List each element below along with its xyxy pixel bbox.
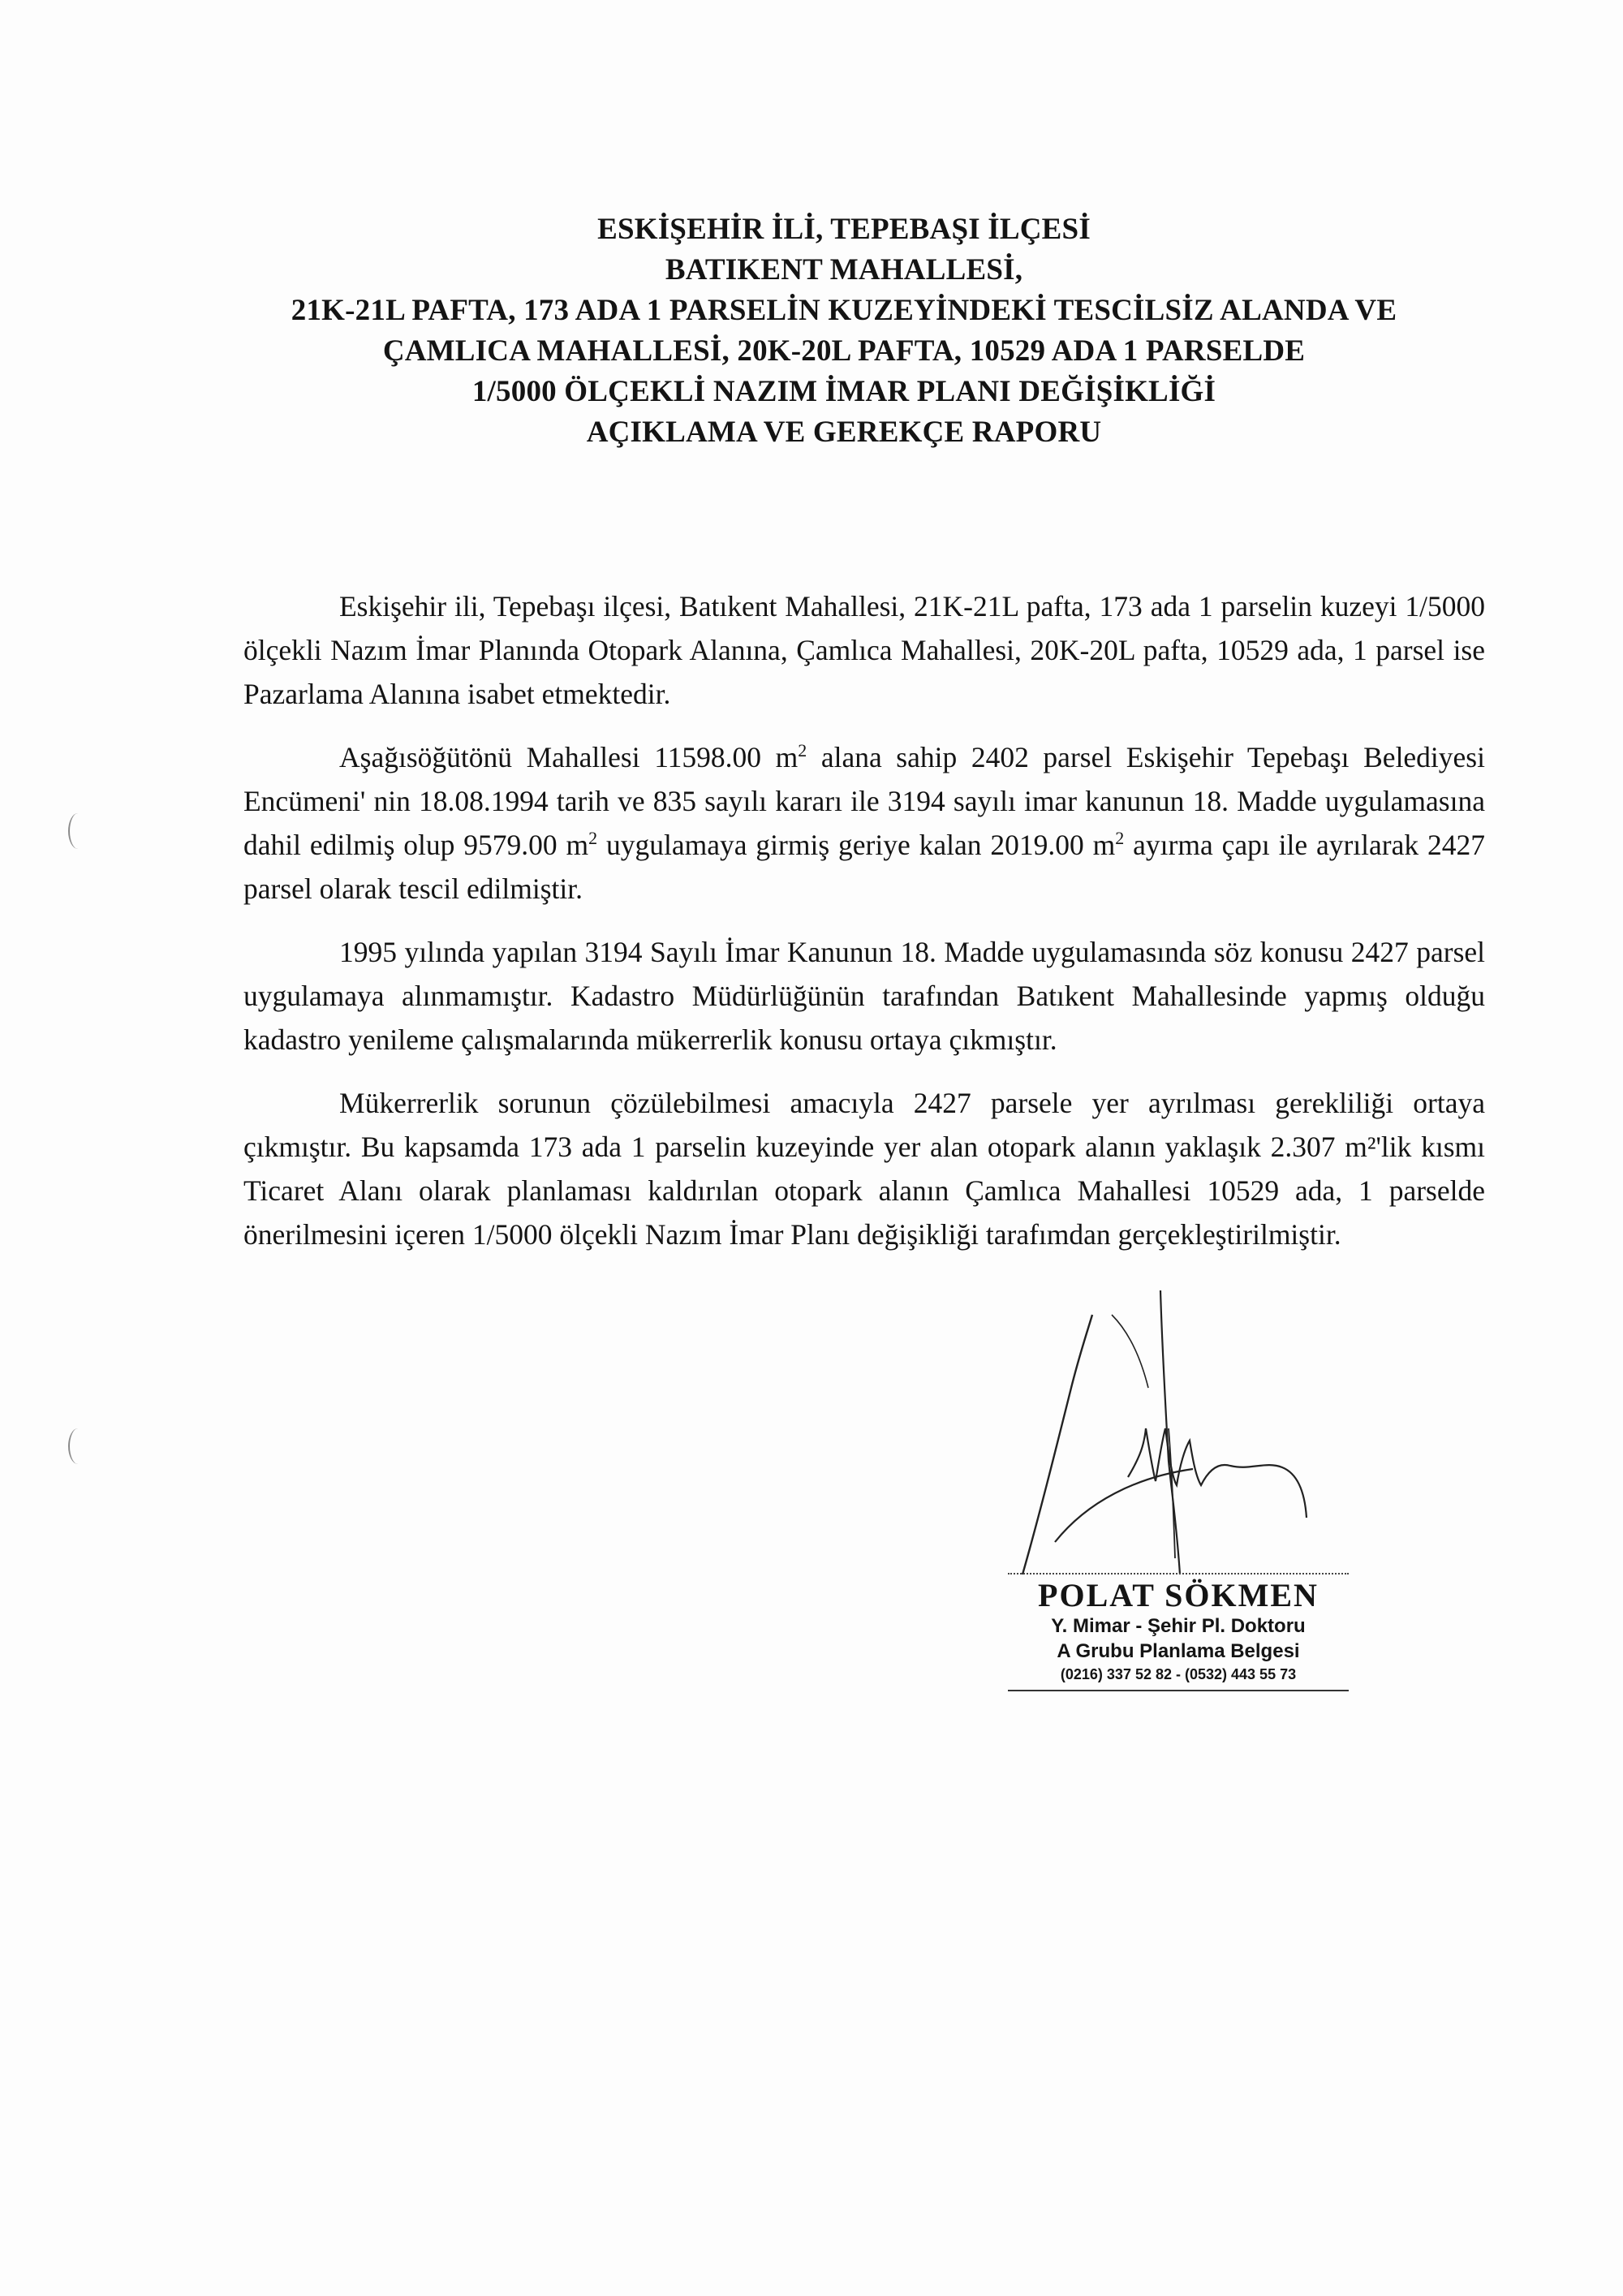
title-line: ÇAMLICA MAHALLESİ, 20K-20L PAFTA, 10529 ADA 1 PARSELDE (382, 334, 1306, 368)
handwritten-signature (1006, 1282, 1347, 1574)
paragraph-text: alana sahip 2402 parsel Eskişehir Tepebaşı Belediyesi Encümeni' nin 18.08.1994 tarih ve 835 sayılı kararı ile 3194 sayılı imar kanunun 18. Madde uygulamasına dahil edilmiş olup 9579.00 m (243, 741, 1485, 861)
paragraph-plan-change: Mükerrerlik sorunun çözülebilmesi amacıyla 2427 parsele yer ayrılması gerekliliği ortaya çıkmıştır. Bu kapsamda 173 ada 1 parselin kuzeyinde yer alan otopark alanın yaklaşık 2.307 m²'lik kısmı Ticaret Alanı olarak planlaması kaldırılan otopark alanın Çamlıca Mahallesi 10529 ada, 1 parselde önerilmesini içeren 1/5000 ölçekli Nazım İmar Planı değişikliği tarafımdan gerçekleştirilmiştir. (243, 1087, 1485, 1251)
stamp-name: POLAT SÖKMEN (1038, 1577, 1319, 1613)
punch-hole-mark (68, 1428, 88, 1464)
stamp-phones: (0216) 337 52 82 - (0532) 443 55 73 (1060, 1666, 1297, 1682)
title-line: BATIKENT MAHALLESİ, (665, 253, 1023, 286)
superscript: 2 (798, 740, 807, 761)
title-line: 1/5000 ÖLÇEKLİ NAZIM İMAR PLANI DEĞİŞİKLİĞİ (471, 375, 1216, 408)
title-line: AÇIKLAMA VE GEREKÇE RAPORU (586, 416, 1102, 449)
stamp-certificate: A Grubu Planlama Belgesi (1057, 1640, 1300, 1662)
architect-stamp (1008, 1573, 1349, 1691)
stamp-top-rule (1008, 1573, 1349, 1574)
paragraph-parcel-history (243, 735, 1485, 911)
title-line: ESKİŞEHİR İLİ, TEPEBAŞI İLÇESİ (597, 213, 1091, 246)
stamp-bottom-rule (1008, 1690, 1349, 1691)
superscript: 2 (1115, 828, 1125, 849)
paragraph-text: uygulamaya girmiş geriye kalan 2019.00 m (597, 829, 1116, 861)
report-title (203, 209, 1485, 453)
report-body (243, 584, 1485, 1276)
superscript: 2 (588, 828, 598, 849)
stamp-title: Y. Mimar - Şehir Pl. Doktoru (1051, 1615, 1306, 1637)
paragraph-cadastre: 1995 yılında yapılan 3194 Sayılı İmar Kanunun 18. Madde uygulamasında söz konusu 2427 parsel uygulamaya alınmamıştır. Kadastro Müdürlüğünün tarafından Batıkent Mahallesinde yapmış olduğu kadastro yenileme çalışmalarında mükerrerlik konusu ortaya çıkmıştır. (243, 936, 1485, 1056)
punch-hole-mark (68, 813, 88, 849)
paragraph-text: Aşağısöğütönü Mahallesi 11598.00 m (339, 741, 799, 773)
paragraph-text: ayırma çapı ile ayrılarak 2427 parsel olarak tescil edilmiştir. (243, 829, 1486, 905)
paragraph-location: Eskişehir ili, Tepebaşı ilçesi, Batıkent Mahallesi, 21K-21L pafta, 173 ada 1 parselin kuzeyi 1/5000 ölçekli Nazım İmar Planında Otopark Alanına, Çamlıca Mahallesi, 20K-20L pafta, 10529 ada, 1 parsel ise Pazarlama Alanına isabet etmektedir. (243, 590, 1485, 710)
title-line: 21K-21L PAFTA, 173 ADA 1 PARSELİN KUZEYİNDEKİ TESCİLSİZ ALANDA VE (291, 294, 1397, 327)
